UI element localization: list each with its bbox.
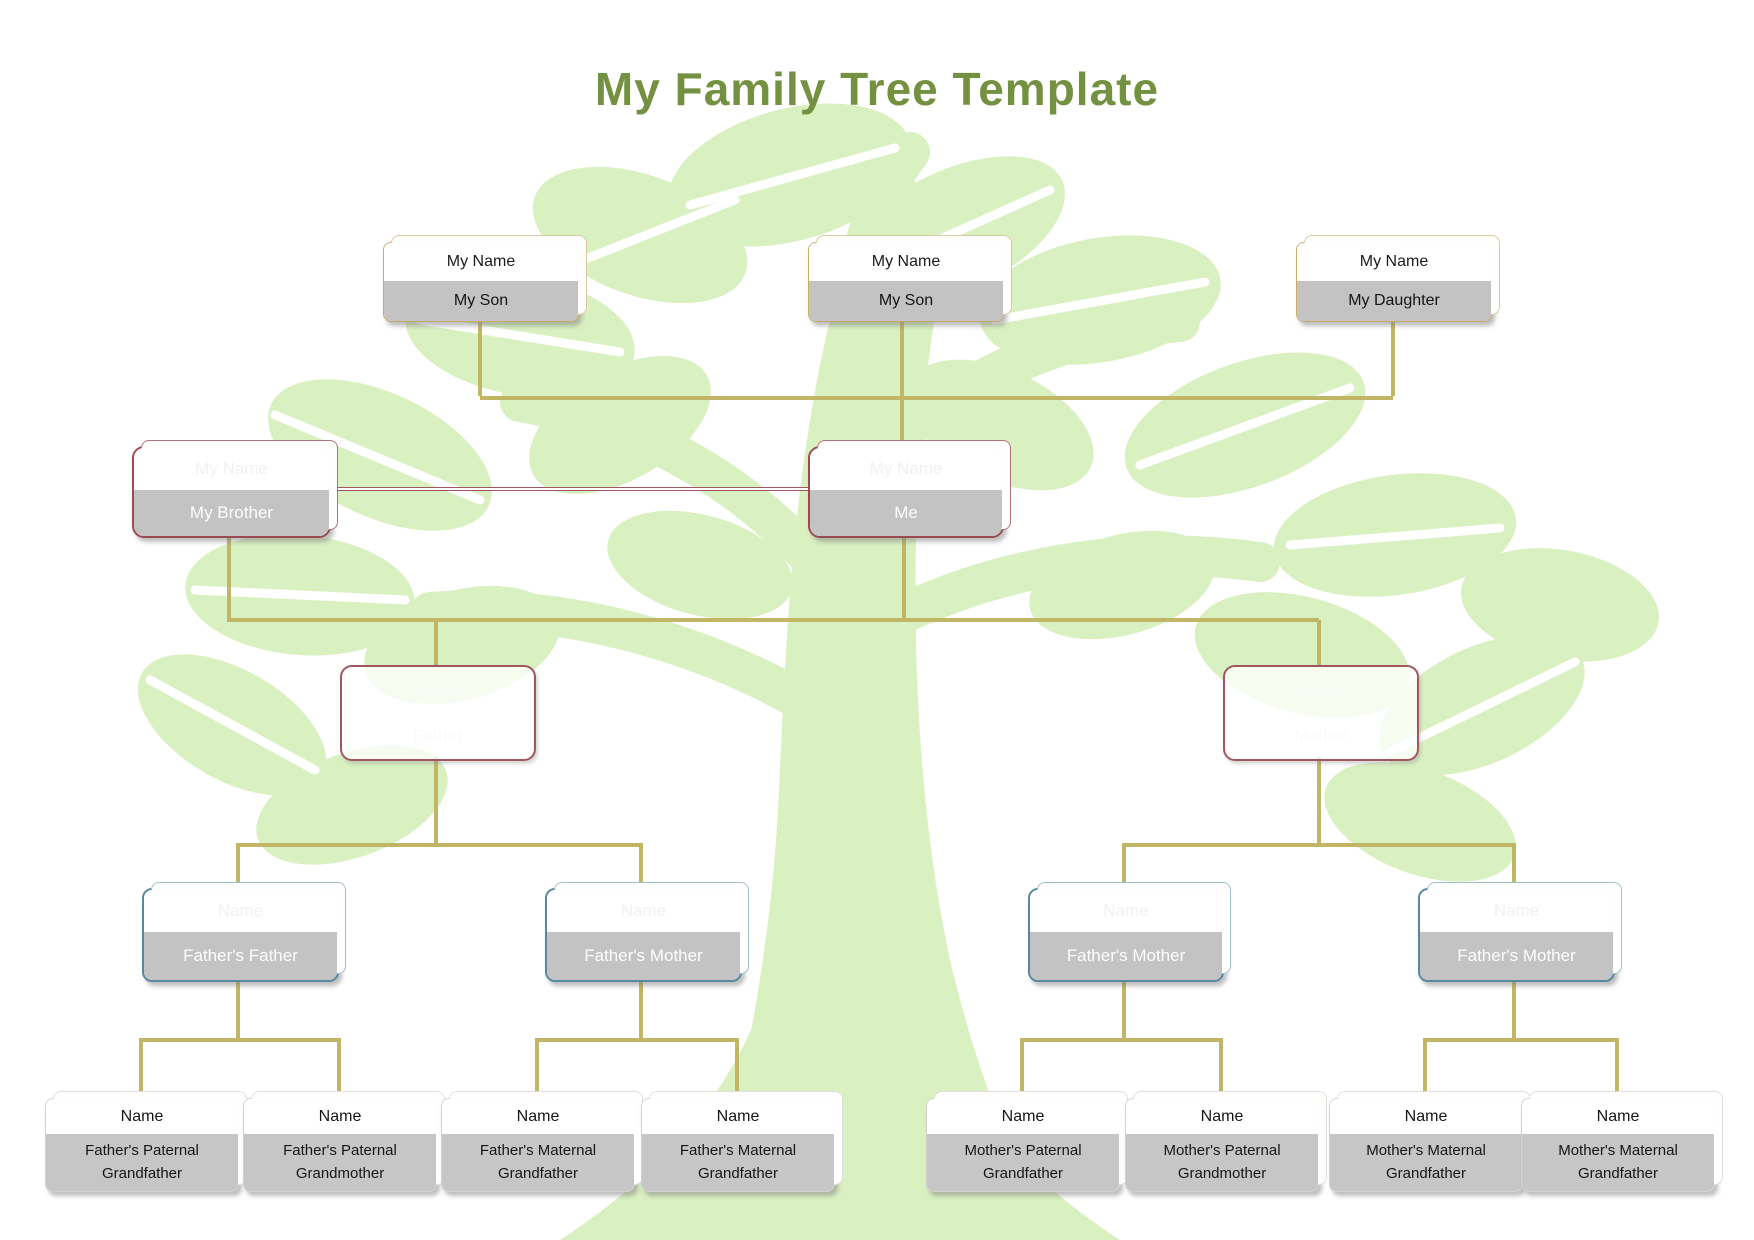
connector-line [434, 757, 438, 845]
name-field: Name [927, 1099, 1119, 1134]
name-field: My Name [810, 448, 1002, 490]
node-my-daughter[interactable] [1296, 242, 1492, 322]
name-field: Name [547, 890, 740, 932]
relation-label: Mother [1294, 726, 1348, 745]
connector-line [639, 978, 643, 1040]
connector-line [1317, 620, 1321, 667]
connector-line [227, 618, 1319, 622]
connector-line [1512, 978, 1516, 1040]
spouse-connector-line [327, 487, 810, 491]
name-field: Name [1030, 890, 1222, 932]
name-field: My Name [134, 448, 329, 490]
connector-line [1122, 978, 1126, 1040]
name-field: Name [1522, 1099, 1714, 1134]
node-fathers-paternal-grandmother[interactable] [243, 1098, 437, 1192]
connector-line [900, 320, 904, 446]
node-my-brother[interactable] [132, 446, 331, 538]
relation-label: Father's Paternal Grandfather [46, 1134, 238, 1191]
connector-line [1122, 843, 1514, 847]
connector-line [1425, 1038, 1617, 1042]
node-my-son-2[interactable] [808, 242, 1004, 322]
connector-line [480, 396, 1393, 400]
connector-line [1615, 1038, 1619, 1098]
relation-label: Mother's Maternal Grandfather [1522, 1134, 1714, 1191]
connector-line [1219, 1038, 1223, 1098]
name-field: Name [144, 890, 337, 932]
relation-label: Father's Mother [1030, 932, 1222, 980]
node-mother[interactable] [1223, 665, 1419, 761]
connector-line [236, 978, 240, 1040]
relation-label: Father [413, 726, 463, 745]
connector-line [236, 843, 642, 847]
relation-label: Mother's Paternal Grandfather [927, 1134, 1119, 1191]
name-field: Name [1330, 1099, 1522, 1134]
relation-label: Father's Maternal Grandfather [642, 1134, 834, 1191]
name-field: My Name [1297, 243, 1491, 281]
page-title: My Family Tree Template [594, 63, 1160, 115]
name-field: Name [1298, 680, 1344, 699]
connector-line [434, 620, 438, 667]
relation-label: My Son [809, 281, 1003, 321]
relation-label: Father's Mother [547, 932, 740, 980]
connector-line [141, 1038, 339, 1042]
relation-label: Mother's Paternal Grandmother [1126, 1134, 1318, 1191]
connector-line [735, 1038, 739, 1098]
connector-line [1020, 1038, 1024, 1098]
relation-label: My Daughter [1297, 281, 1491, 321]
connector-line [1317, 757, 1321, 845]
connector-line [337, 1038, 341, 1098]
connector-line [1022, 1038, 1221, 1042]
node-mothers-paternal-grandmother[interactable] [1125, 1098, 1319, 1192]
node-fathers-mother-3[interactable] [1418, 888, 1615, 982]
connector-line [535, 1038, 539, 1098]
node-fathers-father[interactable] [142, 888, 339, 982]
node-father[interactable] [340, 665, 536, 761]
name-field: Name [244, 1099, 436, 1134]
node-fathers-paternal-grandfather[interactable] [45, 1098, 239, 1192]
node-mothers-maternal-grandfather-1[interactable] [1329, 1098, 1523, 1192]
node-my-son-1[interactable] [383, 242, 579, 322]
relation-label: My Brother [134, 490, 329, 536]
relation-label: My Son [384, 281, 578, 321]
relation-label: Father's Father [144, 932, 337, 980]
connector-line [902, 536, 906, 622]
name-field: Name [415, 680, 461, 699]
name-field: Name [642, 1099, 834, 1134]
connector-line [1423, 1038, 1427, 1098]
node-mothers-paternal-grandfather[interactable] [926, 1098, 1120, 1192]
node-fathers-maternal-grandfather-2[interactable] [641, 1098, 835, 1192]
name-field: Name [442, 1099, 634, 1134]
relation-label: Mother's Maternal Grandfather [1330, 1134, 1522, 1191]
relation-label: Father's Paternal Grandmother [244, 1134, 436, 1191]
node-fathers-mother-2[interactable] [1028, 888, 1224, 982]
relation-label: Father's Maternal Grandfather [442, 1134, 634, 1191]
node-fathers-mother-1[interactable] [545, 888, 742, 982]
relation-label: Me [810, 490, 1002, 536]
node-mothers-maternal-grandfather-2[interactable] [1521, 1098, 1715, 1192]
name-field: My Name [809, 243, 1003, 281]
node-me[interactable] [808, 446, 1004, 538]
name-field: Name [46, 1099, 238, 1134]
name-field: Name [1420, 890, 1613, 932]
node-fathers-maternal-grandfather-1[interactable] [441, 1098, 635, 1192]
connector-line [227, 536, 231, 622]
relation-label: Father's Mother [1420, 932, 1613, 980]
connector-line [537, 1038, 737, 1042]
connector-line [1391, 320, 1395, 396]
connector-line [478, 320, 482, 396]
name-field: My Name [384, 243, 578, 281]
connector-line [139, 1038, 143, 1098]
name-field: Name [1126, 1099, 1318, 1134]
